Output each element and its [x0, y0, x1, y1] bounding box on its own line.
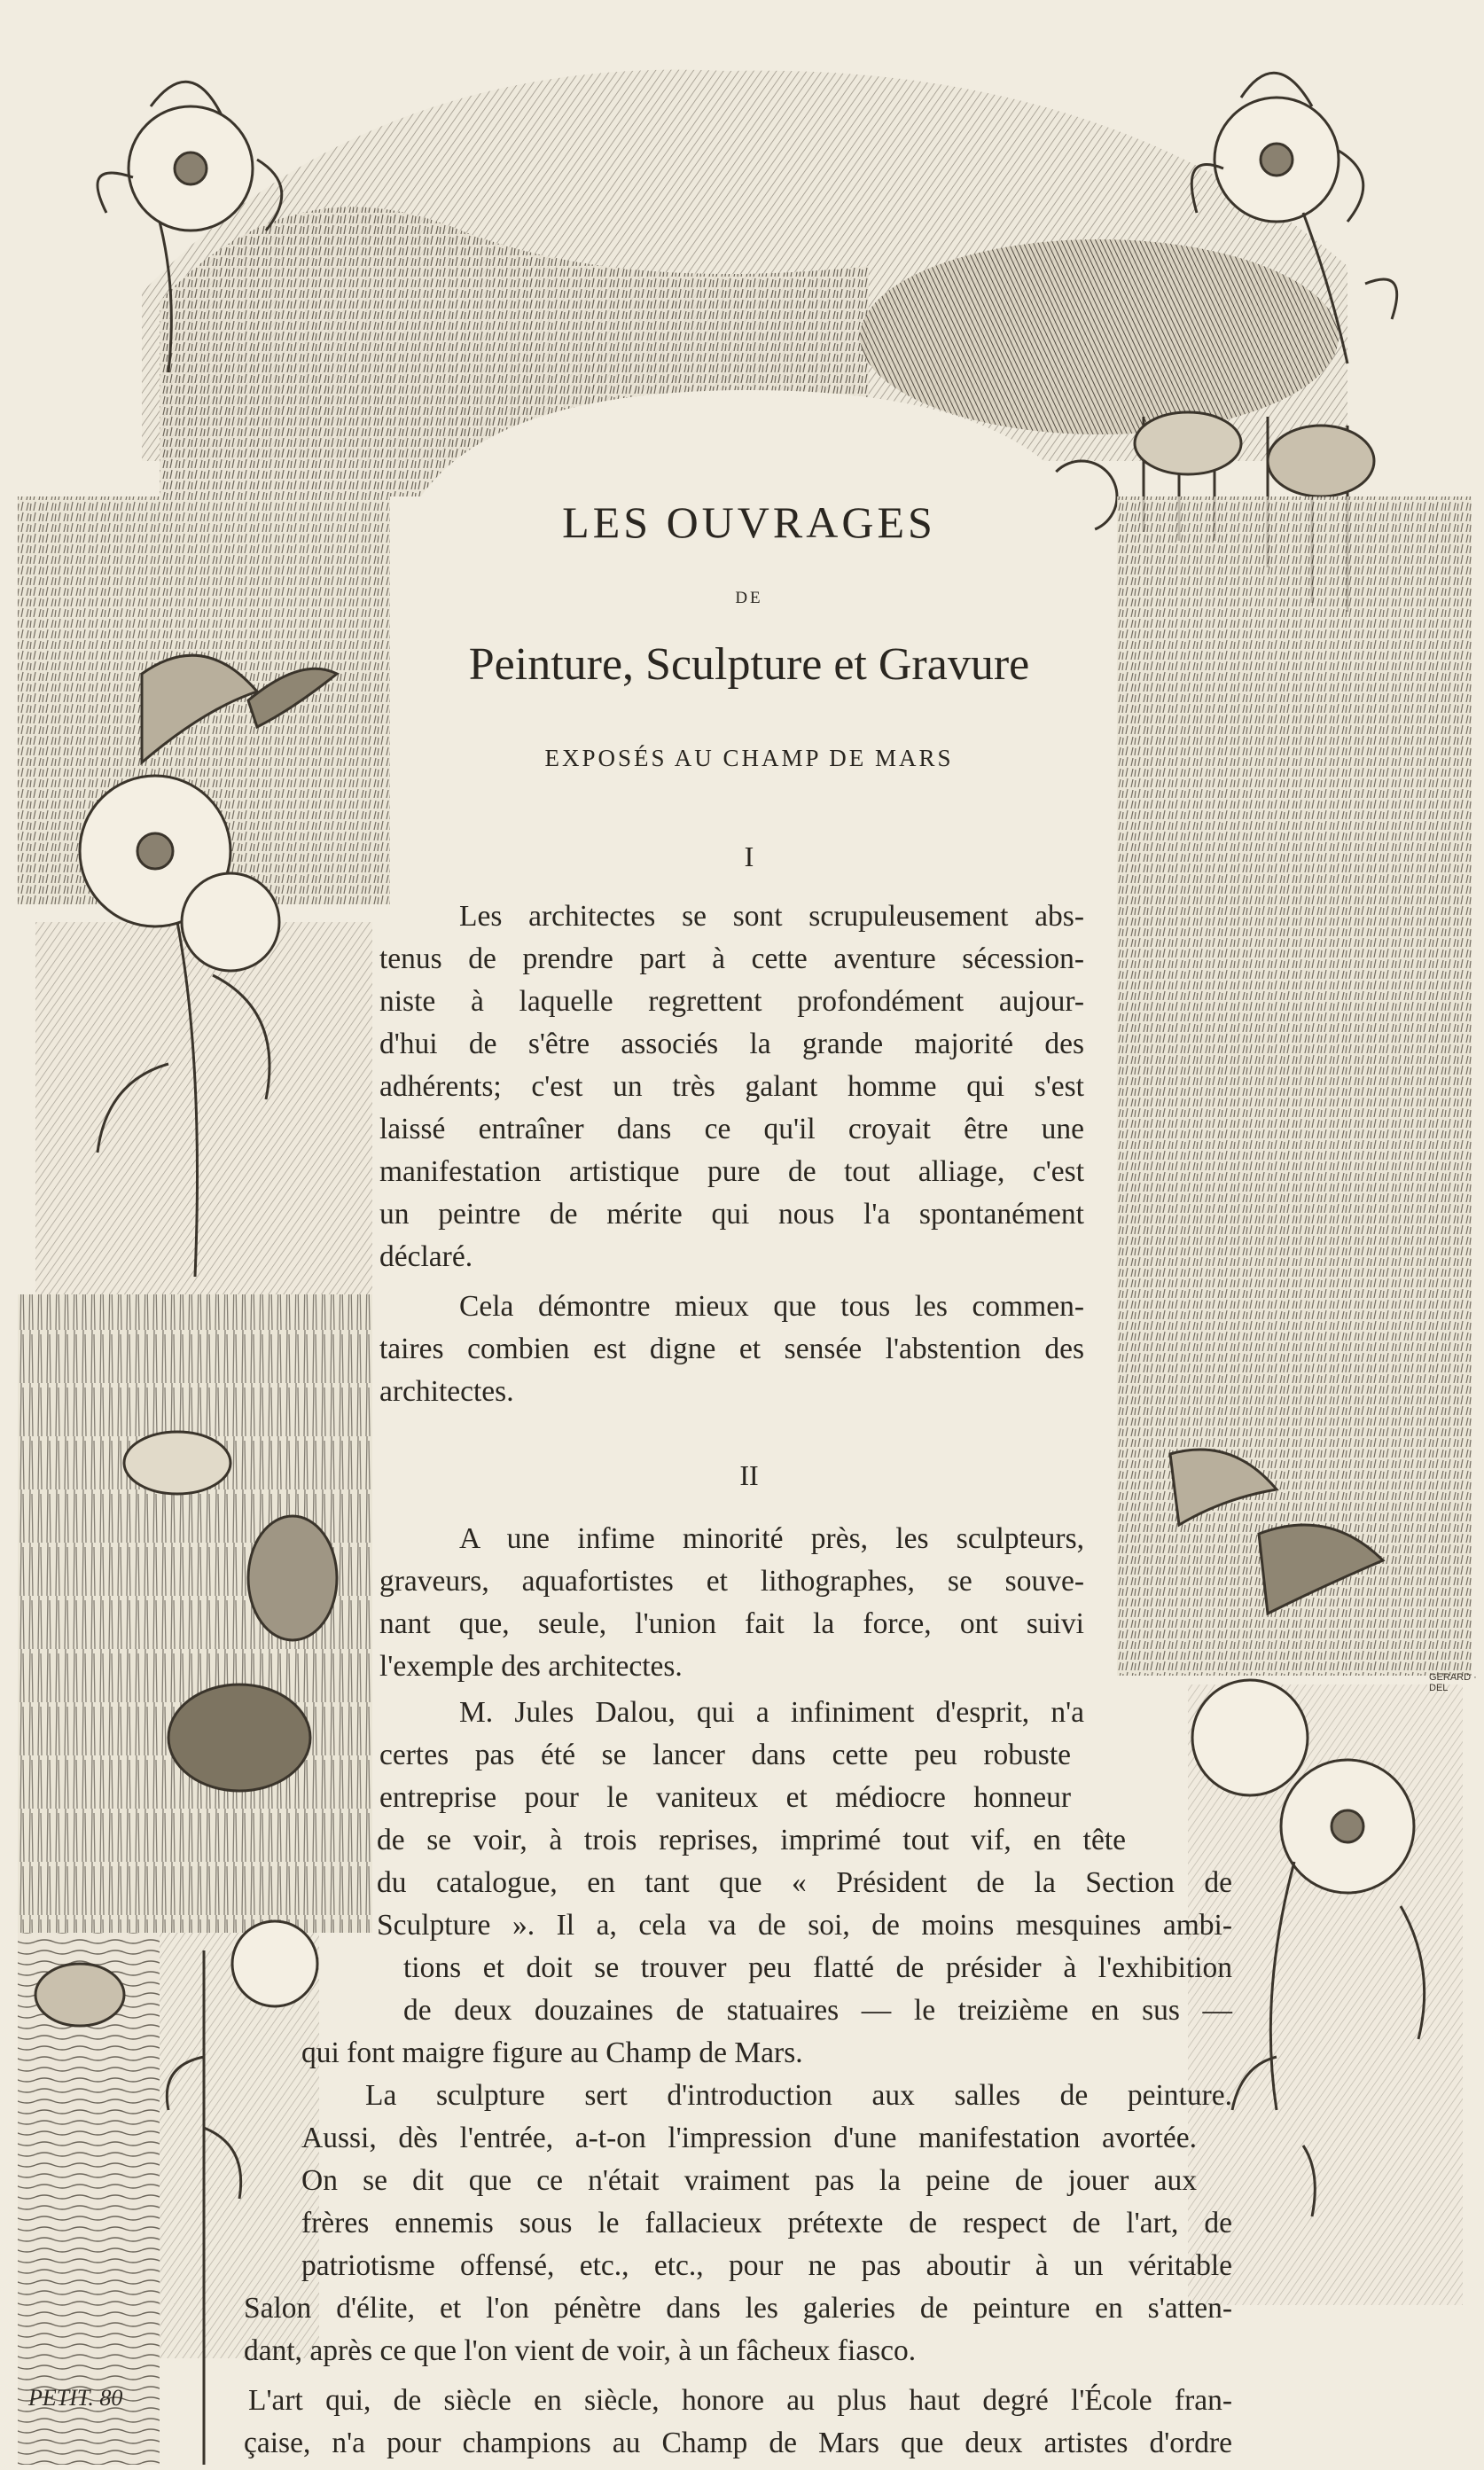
- text-line: Aussi, dès l'entrée, a-t-on l'impression d'une manifestation avortée.: [301, 2122, 1197, 2154]
- page-location-heading: EXPOSÉS AU CHAMP DE MARS: [544, 745, 954, 771]
- paragraph-french-school: [244, 2380, 1232, 2465]
- paragraph-sculpture-intro: [301, 2075, 1232, 2245]
- text-line: patriotisme offensé, etc., etc., pour ne pas aboutir à un véritable: [301, 2249, 1232, 2282]
- text-line: de se voir, à trois reprises, imprimé tout vif, en tête: [377, 1824, 1126, 1856]
- text-line: qui font maigre figure au Champ de Mars.: [301, 2036, 803, 2069]
- text-line: graveurs, aquafortistes et lithographes, se souve-: [379, 1565, 1084, 1598]
- text-line: manifestation artistique pure de tout alliage, c'est: [379, 1155, 1084, 1188]
- text-line: Les architectes se sont scrupuleusement abs-: [459, 900, 1084, 933]
- text-line: du catalogue, en tant que « Président de la Section de: [377, 1866, 1232, 1899]
- text-line: tenus de prendre part à cette aventure sécession-: [379, 942, 1084, 975]
- text-line: çaise, n'a pour champions au Champ de Mars que deux artistes d'ordre: [244, 2427, 1232, 2459]
- page-subtitle: Peinture, Sculpture et Gravure: [468, 639, 1030, 690]
- section-numeral-i: I: [744, 840, 754, 872]
- text-line: La sculpture sert d'introduction aux salles de peinture.: [365, 2079, 1232, 2112]
- text-line: entreprise pour le vaniteux et médiocre honneur: [379, 1781, 1071, 1814]
- text-line: Cela démontre mieux que tous les commen-: [459, 1290, 1084, 1323]
- text-line: taires combien est digne et sensée l'abstention des: [379, 1333, 1084, 1365]
- paragraph-sculpture-intro-cont: [244, 2245, 1232, 2372]
- text-line: frères ennemis sous le fallacieux prétexte de respect de l'art, de: [301, 2207, 1232, 2239]
- paragraph-dalou-end: [301, 1989, 1232, 2075]
- engraver-mark: GERARD · DEL: [1429, 1672, 1477, 1693]
- right-meadow: [1117, 496, 1472, 1676]
- text-line: certes pas été se lancer dans cette peu robuste: [379, 1739, 1071, 1771]
- paragraph-dalou-cont: [332, 1819, 1232, 1989]
- text-line: architectes.: [379, 1375, 514, 1408]
- paragraph-sculptors: [379, 1518, 1084, 1688]
- text-line: A une infime minorité près, les sculpteurs,: [459, 1522, 1084, 1555]
- left-flower-panel: [35, 922, 372, 1294]
- text-line: un peintre de mérite qui nous l'a spontanément: [379, 1198, 1084, 1231]
- text-line: L'art qui, de siècle en siècle, honore au plus haut degré l'École fran-: [248, 2384, 1232, 2417]
- text-line: de deux douzaines de statuaires — le treizième en sus —: [403, 1994, 1232, 2027]
- text-line: niste à laquelle regrettent profondément aujour-: [379, 985, 1084, 1018]
- artist-signature: PETIT. 80: [28, 2385, 123, 2411]
- text-line: déclaré.: [379, 1240, 473, 1273]
- text-line: dant, après ce que l'on vient de voir, à un fâcheux fiasco.: [244, 2334, 917, 2367]
- haystack-cart: [860, 239, 1339, 434]
- text-line: On se dit que ce n'était vraiment pas la peine de jouer aux: [301, 2164, 1197, 2197]
- paragraph-abstention: [379, 1286, 1084, 1413]
- text-line: nant que, seule, l'union fait la force, ont suivi: [379, 1607, 1084, 1640]
- text-line: adhérents; c'est un très galant homme qui s'est: [379, 1070, 1084, 1103]
- title-connector: DE: [735, 589, 763, 607]
- text-line: Salon d'élite, et l'on pénètre dans les galeries de peinture en s'atten-: [244, 2292, 1232, 2325]
- text-line: M. Jules Dalou, qui a infiniment d'esprit, n'a: [459, 1696, 1084, 1729]
- paragraph-architects: [379, 895, 1084, 1278]
- text-line: tions et doit se trouver peu flatté de présider à l'exhibition: [403, 1951, 1232, 1984]
- page-title: LES OUVRAGES: [562, 497, 936, 547]
- text-line: Sculpture ». Il a, cela va de soi, de moins mesquines ambi-: [377, 1909, 1232, 1942]
- text-line: laissé entraîner dans ce qu'il croyait être une: [379, 1113, 1084, 1145]
- text-line: l'exemple des architectes.: [379, 1650, 683, 1683]
- text-line: d'hui de s'être associés la grande majorité des: [379, 1028, 1084, 1060]
- paragraph-dalou: [379, 1692, 1084, 1819]
- section-numeral-ii: II: [739, 1459, 759, 1491]
